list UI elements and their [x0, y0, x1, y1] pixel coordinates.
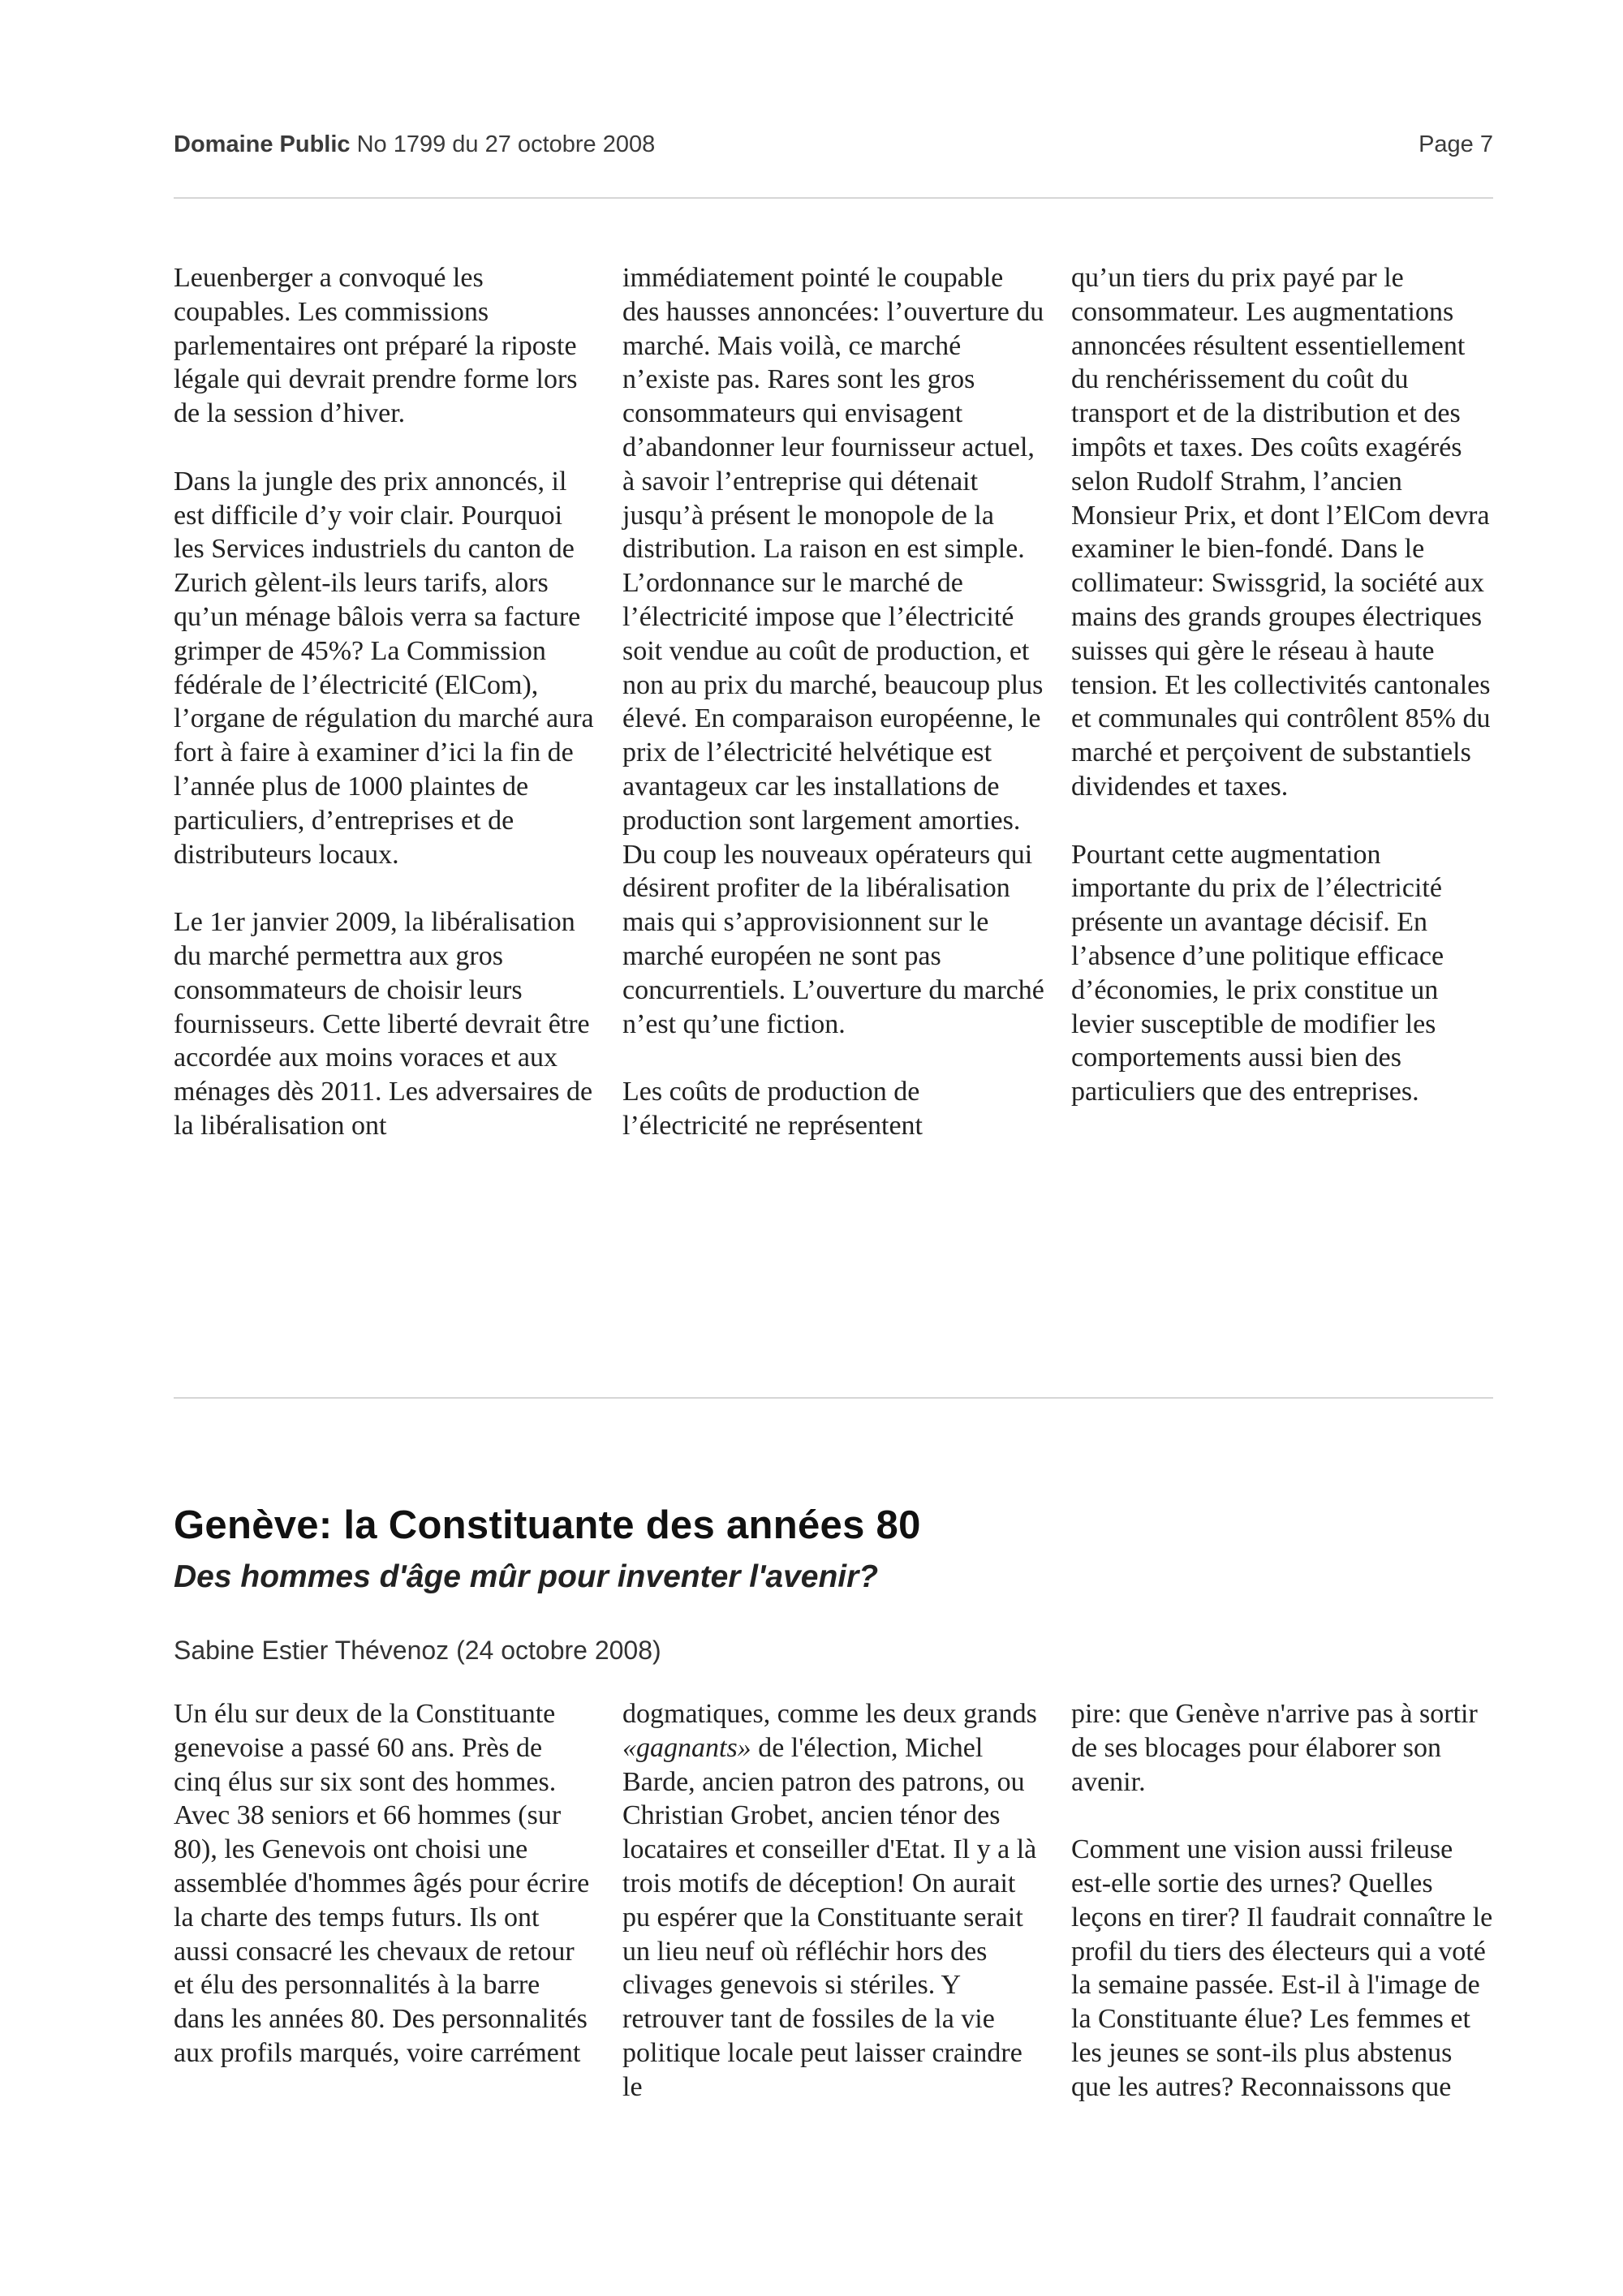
- article-divider: [174, 1397, 1493, 1399]
- paragraph: Dans la jungle des prix annoncés, il est difficile d’y voir clair. Pourquoi les Services industriels du canton de Zurich gèlent-ils leurs tarifs, alors qu’un ménage bâlois verra sa facture grimper de 45%? La Commission fédérale de l’électricité (ElCom), l’organe de régulation du marché aura fort à faire à examiner d’ici la fin de l’année plus de 1000 plaintes de particuliers, d’entreprises et de distributeurs locaux.: [174, 466, 594, 870]
- paragraph: [622, 1697, 1044, 2105]
- article-2-column-1: [174, 1697, 596, 2105]
- paragraph: immédiatement pointé le coupable des hausses annoncées: l’ouverture du marché. Mais voilà, ce marché n’existe pas. Rares sont les gros consommateurs qui envisagent d’abandonner leur fournisseur actuel, à savoir l’entreprise qui détenait jusqu’à présent le monopole de la distribution. La raison en est simple. L’ordonnance sur le marché de l’électricité impose que l’électricité soit vendue au coût de production, et non au prix du marché, beaucoup plus élevé. En comparaison européenne, le prix de l’électricité helvétique est avantageux car les installations de production sont largement amorties. Du coup les nouveaux opérateurs qui désirent profiter de la libéralisation mais qui s’approvisionnent sur le marché européen ne sont pas concurrentiels. L’ouverture du marché n’est qu’une fiction.: [622, 263, 1044, 1039]
- text-run: dogmatiques, comme les deux grands: [622, 1699, 1037, 1729]
- page-number: Page 7: [1419, 131, 1493, 157]
- article-2-column-2: [622, 1697, 1044, 2105]
- article-1-column-2: [622, 261, 1044, 1143]
- article-1-column-3: [1071, 261, 1493, 1143]
- article-2-subtitle: Des hommes d'âge mûr pour inventer l'avenir?: [174, 1559, 879, 1594]
- article-2-byline: Sabine Estier Thévenoz (24 octobre 2008): [174, 1636, 661, 1665]
- paragraph: pire: que Genève n'arrive pas à sortir de ses blocages pour élaborer son avenir.: [1071, 1699, 1478, 1797]
- issue-info: No 1799 du 27 octobre 2008: [356, 131, 656, 157]
- header-divider: [174, 197, 1493, 199]
- page-header: [174, 131, 1493, 172]
- paragraph: Comment une vision aussi frileuse est-elle sortie des urnes? Quelles leçons en tirer? Il faudrait connaître le profil du tiers des électeurs qui a voté la semaine passée. Est-il à l'image de la Constituante élue? Les femmes et les jeunes se sont-ils plus abstenus que les autres? Reconnaissons que: [1071, 1834, 1493, 2102]
- quoted-term: «gagnants»: [622, 1732, 751, 1763]
- paragraph: Un élu sur deux de la Constituante genevoise a passé 60 ans. Près de cinq élus sur six sont des hommes. Avec 38 seniors et 66 hommes (sur 80), les Genevois ont choisi une assemblée d'hommes âgés pour écrire la charte des temps futurs. Ils ont aussi consacré les chevaux de retour et élu des personnalités à la barre dans les années 80. Des personnalités aux profils marqués, voire carrément: [174, 1699, 590, 2068]
- paragraph: Pourtant cette augmentation importante du prix de l’électricité présente un avantage décisif. En l’absence d’une politique efficace d’économies, le prix constitue un levier susceptible de modifier les comportements aussi bien des particuliers que des entreprises.: [1071, 839, 1444, 1107]
- article-2-body: [174, 1697, 1493, 2105]
- article-2-column-3: [1071, 1697, 1493, 2105]
- text-run: de l'élection, Michel Barde, ancien patron des patrons, ou Christian Grobet, ancien ténor des locataires et conseiller d'Etat. Il y a là trois motifs de déception! On aurait pu espérer que la Constituante serait un lieu neuf où réfléchir hors des clivages genevois si stériles. Y retrouver tant de fossiles de la vie politique locale peut laisser craindre le: [622, 1732, 1037, 2102]
- paragraph: Leuenberger a convoqué les coupables. Les commissions parlementaires ont préparé la riposte légale qui devrait prendre forme lors de la session d’hiver.: [174, 263, 578, 429]
- paragraph: qu’un tiers du prix payé par le consommateur. Les augmentations annoncées résultent essentiellement du renchérissement du coût du transport et de la distribution et des impôts et taxes. Des coûts exagérés selon Rudolf Strahm, l’ancien Monsieur Prix, et dont l’ElCom devra examiner le bien-fondé. Dans le collimateur: Swissgrid, la société aux mains des grands groupes électriques suisses qui gère le réseau à haute tension. Et les collectivités cantonales et communales qui contrôlent 85% du marché et perçoivent de substantiels dividendes et taxes.: [1071, 263, 1491, 802]
- paragraph: Le 1er janvier 2009, la libéralisation du marché permettra aux gros consommateurs de choisir leurs fournisseurs. Cette liberté devrait être accordée aux moins voraces et aux ménages dès 2011. Les adversaires de la libéralisation ont: [174, 907, 593, 1141]
- article-1-column-1: [174, 261, 596, 1143]
- article-2-title: Genève: la Constituante des années 80: [174, 1503, 921, 1547]
- article-1-body: [174, 261, 1493, 1143]
- publication-name: Domaine Public: [174, 131, 351, 157]
- paragraph: Les coûts de production de l’électricité ne représentent: [622, 1077, 923, 1141]
